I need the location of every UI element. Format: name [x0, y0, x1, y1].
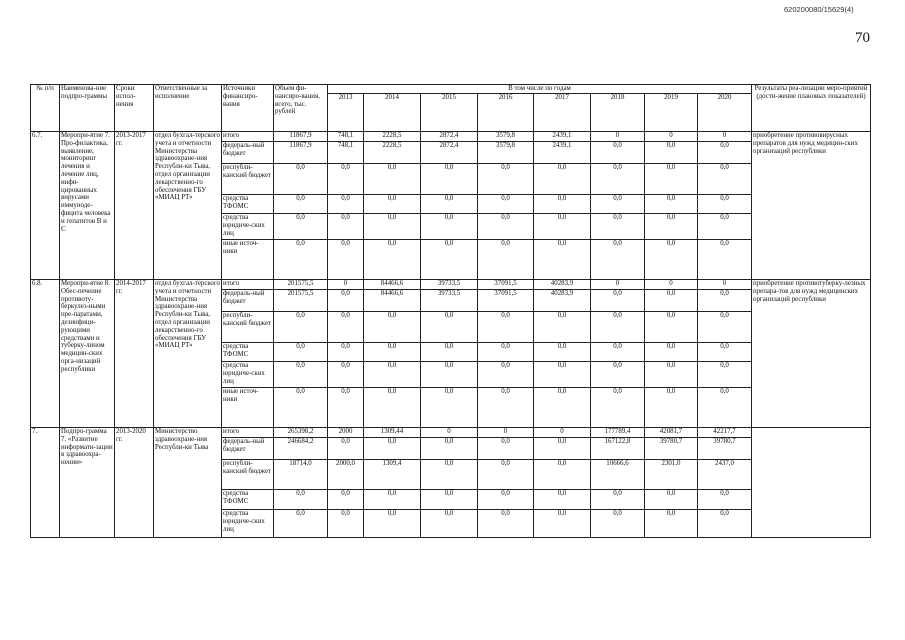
total-amount: 0,0 — [274, 240, 328, 280]
year-amount: 0,0 — [645, 312, 698, 343]
result: приобретение противотуберку-лезных препара-тов для нужд медицинских организаций республики — [752, 280, 871, 428]
year-amount: 0,0 — [421, 343, 478, 362]
year-amount: 0,0 — [328, 312, 364, 343]
year-amount: 0,0 — [478, 343, 534, 362]
year-amount: 0,0 — [645, 240, 698, 280]
year-amount: 39780,7 — [645, 438, 698, 460]
funding-source: иные источ-ники — [222, 388, 274, 428]
table-row — [31, 132, 871, 142]
table-body — [31, 85, 871, 538]
year-amount: 2228,5 — [364, 132, 421, 142]
funding-source: средства юридиче-ских лиц — [222, 510, 274, 538]
document-number: 620200080/15629(4) — [784, 5, 854, 14]
year-amount: 0,0 — [421, 510, 478, 538]
year-amount: 0,0 — [591, 388, 645, 428]
year-amount: 42081,7 — [645, 428, 698, 438]
year-amount: 0 — [698, 132, 752, 142]
year-amount: 0,0 — [534, 438, 591, 460]
header-name: Наименова-ние подпро-граммы — [60, 85, 115, 132]
year-amount: 0,0 — [421, 164, 478, 195]
year-amount: 0,0 — [478, 214, 534, 240]
total-amount: 0,0 — [274, 164, 328, 195]
year-amount: 0,0 — [591, 312, 645, 343]
header-term: Сроки испол-нения — [115, 85, 154, 132]
year-amount: 0,0 — [478, 510, 534, 538]
total-amount: 201575,5 — [274, 280, 328, 290]
program-name: Подпро-грамма 7. «Развитие информати-зации в здравоохра-нении» — [60, 428, 115, 538]
year-amount: 3579,8 — [478, 142, 534, 164]
year-amount: 0 — [698, 280, 752, 290]
year-amount: 0,0 — [534, 312, 591, 343]
header-num: № п/п — [31, 85, 60, 132]
year-amount: 0,0 — [534, 362, 591, 388]
total-amount: 201575,5 — [274, 290, 328, 312]
program-name: Меропри-ятие 7. Про-филактика, выявление, мониторинг лечения и лечение лиц, инфи-цированных вирусами иммуноде-фицита человека и гепатитов В и С — [60, 132, 115, 280]
year-amount: 0,0 — [645, 290, 698, 312]
year-amount: 0,0 — [421, 438, 478, 460]
year-amount: 0,0 — [328, 362, 364, 388]
year-amount: 0,0 — [364, 214, 421, 240]
total-amount: 265398,2 — [274, 428, 328, 438]
year-amount: 0,0 — [591, 510, 645, 538]
year-amount: 2439,1 — [534, 132, 591, 142]
year-amount: 37091,5 — [478, 280, 534, 290]
year-amount: 0,0 — [534, 195, 591, 214]
year-amount: 2301,0 — [645, 460, 698, 490]
year-amount: 0,0 — [645, 490, 698, 510]
year-amount: 0,0 — [364, 438, 421, 460]
row-number: 7. — [31, 428, 60, 538]
year-amount: 0,0 — [591, 343, 645, 362]
funding-source: иные источ-ники — [222, 240, 274, 280]
program-name: Меропри-ятие 8. Обес-печение противоту-беркулез-ными пре-паратами, дезинфици-рующими средствами и туберку-лином медицин-ских орга-низаций республики — [60, 280, 115, 428]
year-amount: 0,0 — [591, 164, 645, 195]
responsible: Министерство здравоохране-ния Республи-ки Тыва — [154, 428, 222, 538]
year-amount: 0 — [534, 428, 591, 438]
year-amount: 0,0 — [591, 240, 645, 280]
year-amount: 84466,6 — [364, 280, 421, 290]
year-amount: 1309,44 — [364, 428, 421, 438]
year-amount: 0,0 — [364, 240, 421, 280]
total-amount: 0,0 — [274, 214, 328, 240]
funding-source: федераль-ный бюджет — [222, 438, 274, 460]
year-amount: 0,0 — [534, 343, 591, 362]
year-amount: 0,0 — [421, 312, 478, 343]
year-amount: 0,0 — [698, 164, 752, 195]
year-amount: 0,0 — [534, 388, 591, 428]
year-amount: 2437,0 — [698, 460, 752, 490]
total-amount: 11867,9 — [274, 132, 328, 142]
responsible: отдел бухгал-терского учета и отчетности Министерства здравоохране-ния Республи-ки Тыва, отдел организации лекарственно-го обеспечения ГБУ «МИАЦ РТ» — [154, 280, 222, 428]
year-amount: 39733,5 — [421, 280, 478, 290]
year-amount: 0,0 — [591, 214, 645, 240]
financing-table — [30, 84, 871, 538]
header-year: 2013 — [328, 94, 364, 132]
header-year: 2015 — [421, 94, 478, 132]
year-amount: 0,0 — [591, 195, 645, 214]
year-amount: 0,0 — [478, 490, 534, 510]
year-amount: 0,0 — [364, 164, 421, 195]
total-amount: 18714,0 — [274, 460, 328, 490]
year-amount: 0,0 — [364, 312, 421, 343]
year-amount: 0,0 — [698, 240, 752, 280]
year-amount: 177789,4 — [591, 428, 645, 438]
funding-source: средства ТФОМС — [222, 343, 274, 362]
funding-source: республи-канский бюджет — [222, 164, 274, 195]
year-amount: 0,0 — [328, 290, 364, 312]
funding-source: средства юридиче-ских лиц — [222, 214, 274, 240]
year-amount: 0,0 — [534, 214, 591, 240]
row-number: 6.7. — [31, 132, 60, 280]
header-total: Объем фи-нансиро-вания, всего, тыс. рублей — [274, 85, 328, 132]
year-amount: 0,0 — [478, 388, 534, 428]
year-amount: 0,0 — [478, 240, 534, 280]
year-amount: 0,0 — [645, 510, 698, 538]
year-amount: 0,0 — [364, 362, 421, 388]
year-amount: 0,0 — [591, 490, 645, 510]
year-amount: 0,0 — [421, 240, 478, 280]
year-amount: 0,0 — [645, 164, 698, 195]
year-amount: 0,0 — [645, 142, 698, 164]
year-amount: 3579,8 — [478, 132, 534, 142]
funding-source: республи-канский бюджет — [222, 312, 274, 343]
total-amount: 0,0 — [274, 510, 328, 538]
total-amount: 0,0 — [274, 490, 328, 510]
header-year: 2019 — [645, 94, 698, 132]
year-amount: 0,0 — [421, 214, 478, 240]
year-amount: 0,0 — [478, 362, 534, 388]
year-amount: 0,0 — [645, 388, 698, 428]
year-amount: 0,0 — [328, 388, 364, 428]
header-by-year: В том числе по годам — [328, 85, 752, 94]
year-amount: 0,0 — [328, 510, 364, 538]
header-year: 2018 — [591, 94, 645, 132]
year-amount: 2439,1 — [534, 142, 591, 164]
year-amount: 0,0 — [421, 362, 478, 388]
year-amount: 0,0 — [328, 214, 364, 240]
term: 2013-2017 гг. — [115, 132, 154, 280]
funding-source: средства ТФОМС — [222, 195, 274, 214]
year-amount: 0,0 — [328, 343, 364, 362]
year-amount: 0,0 — [421, 388, 478, 428]
term: 2014-2017 гг. — [115, 280, 154, 428]
header-source: Источники финансиро-вания — [222, 85, 274, 132]
year-amount: 0,0 — [421, 195, 478, 214]
year-amount: 37091,5 — [478, 290, 534, 312]
header-result: Результаты реа-лизации меро-приятий (дости-жение плановых показателей) — [752, 85, 871, 132]
year-amount: 0,0 — [534, 460, 591, 490]
year-amount: 0,0 — [478, 438, 534, 460]
year-amount: 0,0 — [534, 490, 591, 510]
year-amount: 0,0 — [364, 490, 421, 510]
year-amount: 0,0 — [478, 460, 534, 490]
year-amount: 0,0 — [328, 490, 364, 510]
year-amount: 0,0 — [364, 510, 421, 538]
header-year: 2016 — [478, 94, 534, 132]
table-row — [31, 280, 871, 290]
year-amount: 0,0 — [421, 490, 478, 510]
funding-source: итого — [222, 280, 274, 290]
year-amount: 40283,9 — [534, 280, 591, 290]
year-amount: 0 — [478, 428, 534, 438]
year-amount: 0,0 — [698, 510, 752, 538]
year-amount: 0,0 — [698, 388, 752, 428]
year-amount: 0,0 — [364, 388, 421, 428]
year-amount: 0,0 — [645, 362, 698, 388]
year-amount: 0,0 — [591, 362, 645, 388]
year-amount: 0,0 — [698, 312, 752, 343]
year-amount: 0,0 — [478, 164, 534, 195]
year-amount: 0 — [421, 428, 478, 438]
result — [752, 428, 871, 538]
funding-source: федераль-ный бюджет — [222, 290, 274, 312]
year-amount: 0,0 — [328, 164, 364, 195]
funding-source: федераль-ный бюджет — [222, 142, 274, 164]
year-amount: 2000,0 — [328, 460, 364, 490]
header-year: 2017 — [534, 94, 591, 132]
total-amount: 246684,2 — [274, 438, 328, 460]
year-amount: 0,0 — [698, 142, 752, 164]
year-amount: 0,0 — [478, 312, 534, 343]
header-responsible: Ответственные за исполнение — [154, 85, 222, 132]
year-amount: 0,0 — [421, 460, 478, 490]
year-amount: 2872,4 — [421, 142, 478, 164]
year-amount: 0,0 — [364, 343, 421, 362]
year-amount: 0,0 — [328, 240, 364, 280]
page-number: 70 — [855, 30, 870, 46]
total-amount: 0,0 — [274, 343, 328, 362]
year-amount: 1309,4 — [364, 460, 421, 490]
year-amount: 0,0 — [364, 195, 421, 214]
funding-source: республи-канский бюджет — [222, 460, 274, 490]
year-amount: 42217,7 — [698, 428, 752, 438]
year-amount: 2872,4 — [421, 132, 478, 142]
year-amount: 0,0 — [591, 290, 645, 312]
year-amount: 0 — [591, 280, 645, 290]
year-amount: 748,1 — [328, 132, 364, 142]
total-amount: 0,0 — [274, 362, 328, 388]
year-amount: 0,0 — [698, 362, 752, 388]
year-amount: 39780,7 — [698, 438, 752, 460]
year-amount: 0,0 — [478, 195, 534, 214]
year-amount: 0,0 — [591, 142, 645, 164]
year-amount: 0,0 — [645, 343, 698, 362]
header-year: 2014 — [364, 94, 421, 132]
total-amount: 0,0 — [274, 312, 328, 343]
funding-source: средства ТФОМС — [222, 490, 274, 510]
total-amount: 0,0 — [274, 388, 328, 428]
header-year: 2020 — [698, 94, 752, 132]
year-amount: 0,0 — [534, 510, 591, 538]
year-amount: 0,0 — [698, 343, 752, 362]
year-amount: 2228,5 — [364, 142, 421, 164]
funding-source: итого — [222, 428, 274, 438]
year-amount: 0 — [645, 132, 698, 142]
year-amount: 167122,8 — [591, 438, 645, 460]
year-amount: 10666,6 — [591, 460, 645, 490]
year-amount: 0,0 — [534, 240, 591, 280]
table-row — [31, 428, 871, 438]
year-amount: 0,0 — [328, 438, 364, 460]
year-amount: 0,0 — [645, 214, 698, 240]
year-amount: 0,0 — [698, 214, 752, 240]
row-number: 6.8. — [31, 280, 60, 428]
year-amount: 0,0 — [534, 164, 591, 195]
year-amount: 2000 — [328, 428, 364, 438]
total-amount: 0,0 — [274, 195, 328, 214]
year-amount: 0,0 — [698, 195, 752, 214]
responsible: отдел бухгал-терского учета и отчетности Министерства здравоохране-ния Республи-ки Тыва, отдел организации лекарственно-го обеспечения ГБУ «МИАЦ РТ» — [154, 132, 222, 280]
funding-source: средства юридиче-ских лиц — [222, 362, 274, 388]
year-amount: 0,0 — [328, 195, 364, 214]
total-amount: 11867,9 — [274, 142, 328, 164]
year-amount: 0 — [645, 280, 698, 290]
term: 2013-2020 гг. — [115, 428, 154, 538]
funding-source: итого — [222, 132, 274, 142]
year-amount: 84466,6 — [364, 290, 421, 312]
year-amount: 40283,9 — [534, 290, 591, 312]
year-amount: 0 — [591, 132, 645, 142]
year-amount: 0,0 — [645, 195, 698, 214]
year-amount: 0,0 — [698, 490, 752, 510]
year-amount: 0 — [328, 280, 364, 290]
year-amount: 748,1 — [328, 142, 364, 164]
result: приобретение противовирусных препаратов для нужд медицин-ских организаций республики — [752, 132, 871, 280]
year-amount: 39733,5 — [421, 290, 478, 312]
year-amount: 0,0 — [698, 290, 752, 312]
